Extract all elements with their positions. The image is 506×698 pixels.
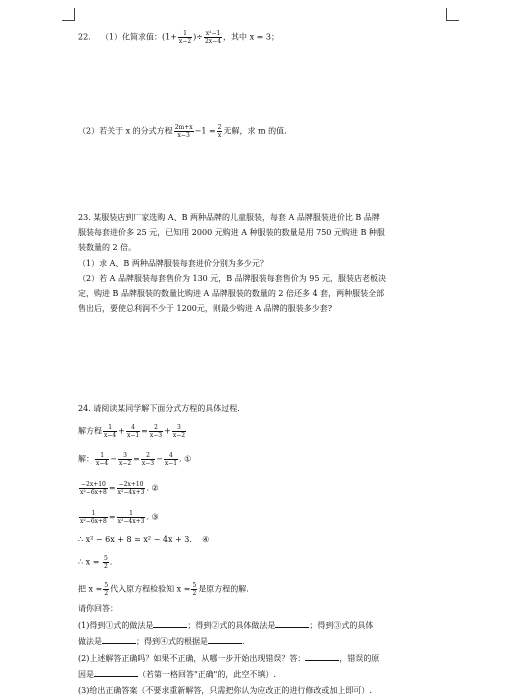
- q23-line4: （1）求 A、B 两种品牌服装每套进价分别为多少元？: [78, 259, 268, 268]
- q24-answer3: (3)给出正确答案（不要求重新解答，只需把你认为应改正的进行修改或加上即可）.: [78, 686, 372, 695]
- q22-p1-prefix: （1）化简求值：(1+: [100, 32, 177, 42]
- q24-step3: $\frac{1}{\text{x²−6x+8}}$ = $\frac{1}{\text{x²−4x+3}}$ . ③: [80, 510, 159, 525]
- q23-line3: 装数量的 2 倍。: [78, 243, 137, 252]
- answer-blank-1[interactable]: [153, 620, 187, 628]
- q24-answer1-line2: 做法是 ；得到④式的根据是 .: [78, 637, 245, 646]
- q23-line1: 23. 某服装店到厂家选购 A、B 两种品牌的儿童服装，每套 A 品牌服装进价比 B 品牌: [78, 213, 380, 222]
- step2-mark: ②: [151, 483, 159, 493]
- answer-blank-5[interactable]: [305, 653, 339, 661]
- top-right-corner-mark: [446, 8, 459, 21]
- step4-mark: ④: [202, 535, 210, 544]
- q22-part2: （2）若关于 x 的分式方程 $\frac{2m+x}{x-3}$ −1 = $\frac{2}{x}$ 无解，求 m 的值.: [78, 124, 287, 139]
- q24-step5: ∴ x = $\frac{5}{2}$ .: [78, 555, 113, 570]
- q24-step1: 解： $\frac{1}{x-4}$ − $\frac{3}{x-2}$ = $\frac{2}{x-3}$ − $\frac{4}{x-1}$ . ①: [78, 452, 192, 467]
- q22-fraction-1: $\frac{1}{x-2}$: [178, 30, 192, 45]
- q24-answer2-line2: 因是 （若第一格回答"正确"的，此空不填）.: [78, 670, 276, 679]
- q24-ask: 请你回答：: [78, 604, 118, 613]
- q24-step2: $\frac{-2x+10}{\text{x²−6x+8}}$ = $\frac{-2x+10}{\text{x²−4x+3}}$ . ②: [80, 481, 159, 496]
- q23-line2: 服装每套进价多 25 元，已知用 2000 元购进 A 种服装的数量是用 750 元购进 B 种服: [78, 228, 385, 237]
- step3-mark: ③: [151, 512, 159, 522]
- top-left-corner-mark: [62, 8, 75, 21]
- step1-mark: ①: [184, 454, 192, 464]
- q23-line7: 售出后，要使总利润不少于 1200元，则最少购进 A 品牌的服装多少套?: [78, 304, 333, 313]
- q23-line5: （2）若 A 品牌服装每套售价为 130 元，B 品牌服装每套售价为 95 元，服装店老板决: [78, 274, 386, 283]
- q24-answer1-line1: (1)得到①式的做法是 ；得到②式的具体做法是 ；得到③式的具体: [78, 621, 374, 630]
- answer-blank-6[interactable]: [94, 669, 138, 677]
- q22-number: 22.: [78, 32, 91, 42]
- answer-blank-2[interactable]: [275, 620, 309, 628]
- q24-equation: 解方程 $\frac{1}{x-4}$ + $\frac{4}{x-1}$ = $\frac{2}{x-3}$ + $\frac{3}{x-2}$: [78, 424, 186, 439]
- q22-fraction-3: $\frac{2m+x}{x-3}$: [174, 124, 193, 139]
- q22-fraction-2: $\frac{\text{x²−1}}{2x-4}$: [204, 30, 222, 45]
- q24-title: 24. 请阅读某同学解下面分式方程的具体过程.: [78, 404, 240, 413]
- answer-blank-4[interactable]: [208, 636, 242, 644]
- answer-blank-3[interactable]: [102, 636, 136, 644]
- q24-check: 把 x = $\frac{5}{2}$ 代入原方程检验知 x = $\frac{5}{2}$ 是原方程的解.: [78, 582, 249, 597]
- q24-answer2-line1: (2)上述解答正确吗？如果不正确，从哪一步开始出现错误？答： ，错误的原: [78, 654, 380, 663]
- q22-part1: 22. （1）化简求值：(1+ $\frac{1}{x-2}$ )÷ $\frac{\text{x²−1}}{2x-4}$ ，其中 x = 3；: [78, 30, 279, 45]
- q22-fraction-4: $\frac{2}{x}$: [217, 124, 222, 139]
- q23-line6: 定，购进 B 品牌服装的数量比购进 A 品牌服装的数量的 2 倍还多 4 套，两种服装全部: [78, 289, 385, 298]
- q24-step4: ∴ x² − 6x + 8 = x² − 4x + 3. ④: [78, 535, 210, 544]
